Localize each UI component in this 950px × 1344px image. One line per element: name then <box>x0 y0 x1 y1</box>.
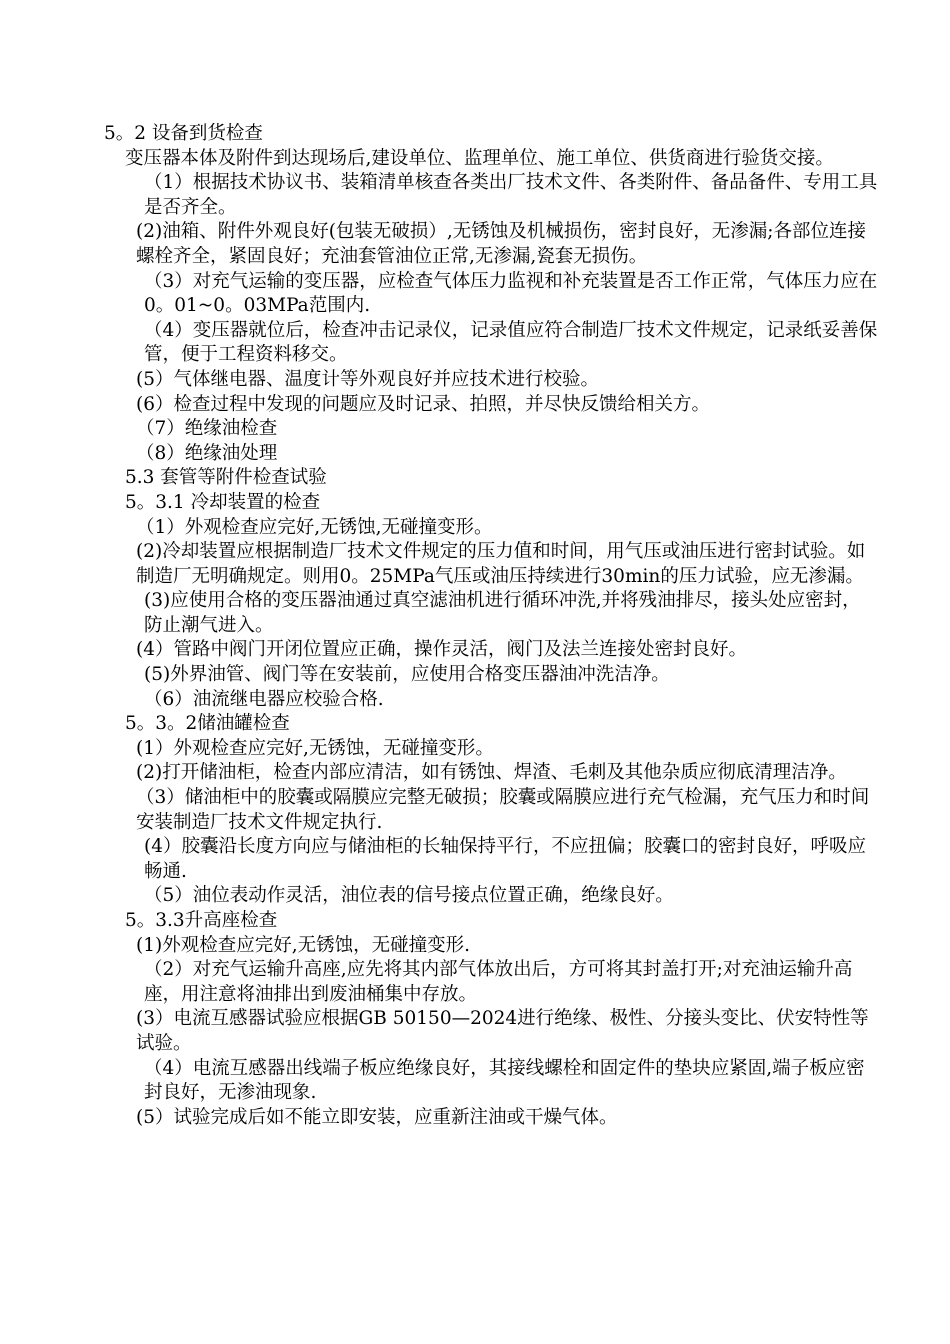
paragraph: （8）绝缘油处理 <box>136 442 278 464</box>
paragraph: 变压器本体及附件到达现场后,建设单位、监理单位、施工单位、供货商进行验货交接。 <box>125 147 834 169</box>
paragraph: (4）管路中阀门开闭位置应正确，操作灵活，阀门及法兰连接处密封良好。 <box>136 639 747 661</box>
paragraph: 5.3 套管等附件检查试验 <box>125 467 327 489</box>
paragraph: （6）油流继电器应校验合格. <box>144 688 384 710</box>
paragraph: （3）储油柜中的胶囊或隔膜应完整无破损；胶囊或隔膜应进行充气检漏，充气压力和时间安装制造厂技术文件规定执行. <box>136 787 870 833</box>
paragraph: (2)油箱、附件外观良好(包装无破损）,无锈蚀及机械损伤，密封良好，无渗漏;各部位连接螺栓齐全，紧固良好；充油套管油位正常,无渗漏,瓷套无损伤。 <box>136 221 867 267</box>
paragraph: (6）检查过程中发现的问题应及时记录、拍照，并尽快反馈给相关方。 <box>136 393 710 415</box>
paragraph: (4）胶囊沿长度方向应与储油柜的长轴保持平行，不应扭偏；胶囊口的密封良好，呼吸应畅通. <box>144 836 866 882</box>
paragraph: (5）气体继电器、温度计等外观良好并应技术进行校验。 <box>136 368 599 390</box>
paragraph: (1）外观检查应完好,无锈蚀，无碰撞变形。 <box>136 737 494 759</box>
paragraph: 5。3.1 冷却装置的检查 <box>125 491 321 513</box>
document-body <box>88 122 878 1130</box>
paragraph: (1)外观检查应完好,无锈蚀，无碰撞变形. <box>136 934 470 956</box>
paragraph: (5）试验完成后如不能立即安装，应重新注油或干燥气体。 <box>136 1106 618 1128</box>
paragraph: （1）根据技术协议书、装箱清单核查各类出厂技术文件、各类附件、备品备件、专用工具是否齐全。 <box>144 172 878 218</box>
paragraph: 5。3。2储油罐检查 <box>125 713 290 735</box>
paragraph: （4）变压器就位后，检查冲击记录仪，记录值应符合制造厂技术文件规定，记录纸妥善保管，便于工程资料移交。 <box>144 319 878 366</box>
paragraph: (2)打开储油柜，检查内部应清洁，如有锈蚀、焊渣、毛刺及其他杂质应彻底清理洁净。 <box>136 762 847 784</box>
paragraph: （4）电流互感器出线端子板应绝缘良好，其接线螺栓和固定件的垫块应紧固,端子板应密封良好，无渗油现象. <box>144 1057 865 1104</box>
paragraph: （3）对充气运输的变压器，应检查气体压力监视和补充装置是否工作正常，气体压力应在0。01~0。03MPa范围内. <box>144 270 878 317</box>
paragraph: (2)冷却装置应根据制造厂技术文件规定的压力值和时间，用气压或油压进行密封试验。如制造厂无明确规定。则用0。25MPa气压或油压持续进行30min的压力试验，应无渗漏。 <box>136 541 866 587</box>
paragraph: （1）外观检查应完好,无锈蚀,无碰撞变形。 <box>136 516 493 538</box>
paragraph: （2）对充气运输升高座,应先将其内部气体放出后，方可将其封盖打开;对充油运输升高座，用注意将油排出到废油桶集中存放。 <box>144 959 853 1005</box>
paragraph: （5）油位表动作灵活，油位表的信号接点位置正确，绝缘良好。 <box>144 885 674 907</box>
paragraph: （7）绝缘油检查 <box>136 418 278 440</box>
paragraph: 5。2 设备到货检查 <box>104 123 263 144</box>
paragraph: (5)外界油管、阀门等在安装前，应使用合格变压器油冲洗洁净。 <box>144 664 670 686</box>
paragraph: 5。3.3升高座检查 <box>125 910 278 931</box>
paragraph: (3）电流互感器试验应根据GB 50150—2024进行绝缘、极性、分接头变比、伏安特性等试验。 <box>136 1008 869 1054</box>
paragraph: (3)应使用合格的变压器油通过真空滤油机进行循环冲洗,并将残油排尽，接头处应密封，防止潮气进入。 <box>144 590 861 636</box>
